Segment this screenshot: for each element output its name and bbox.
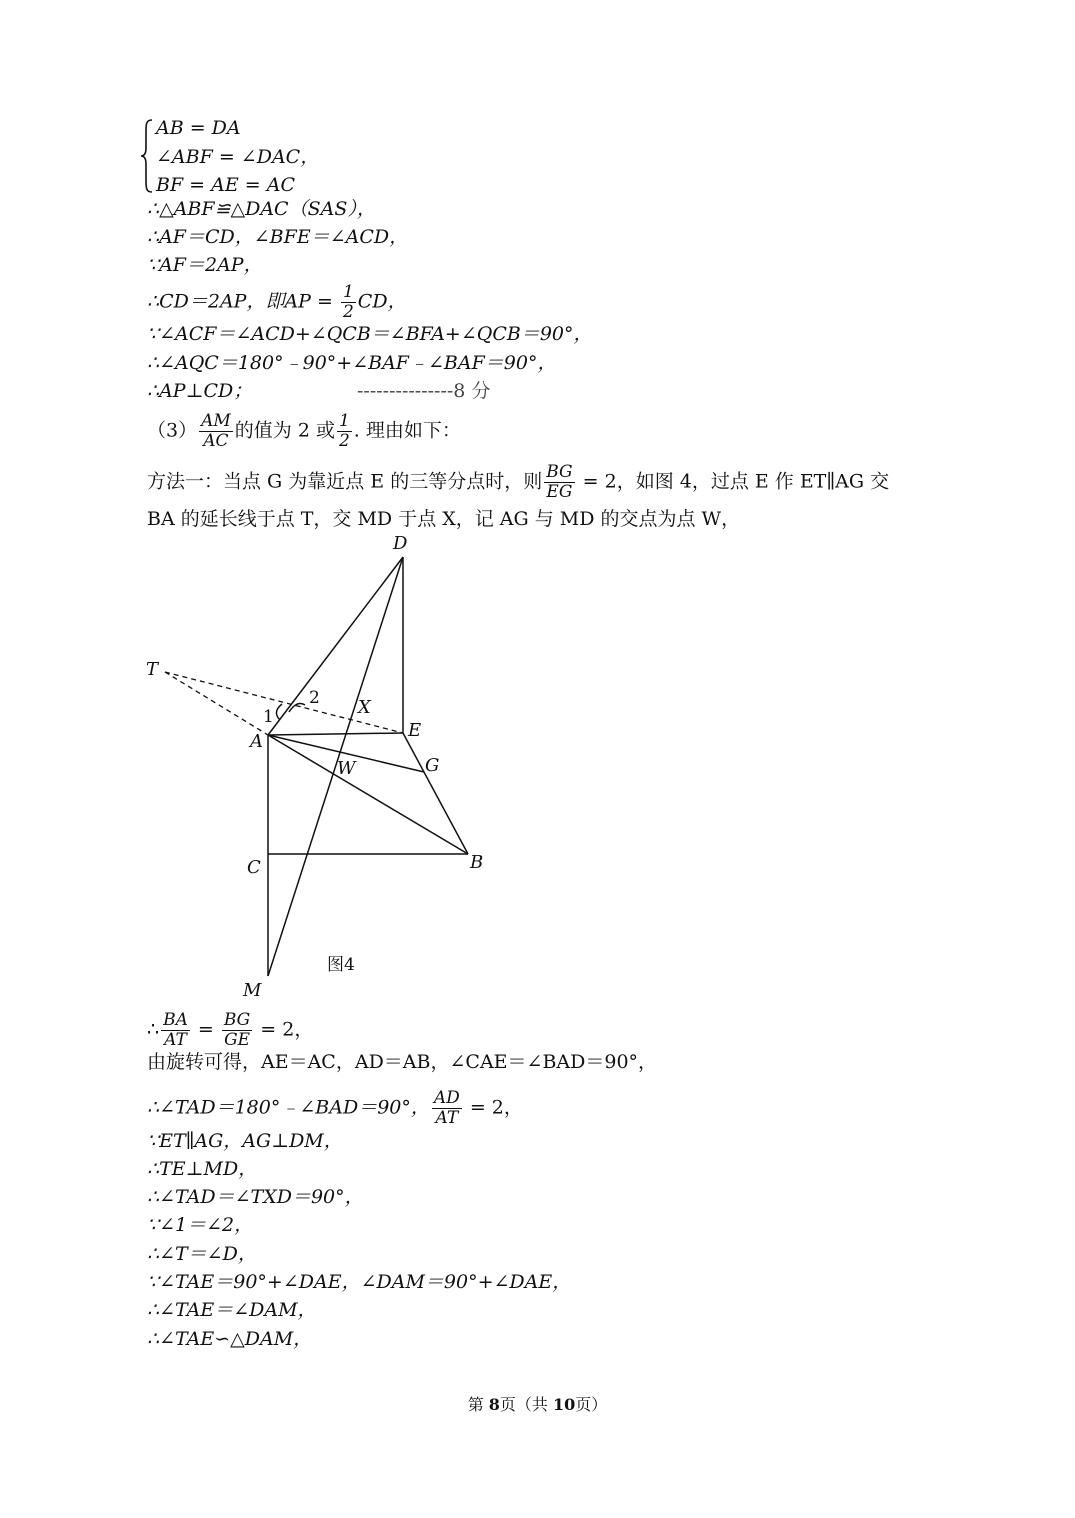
fraction-half <box>341 283 356 322</box>
line-13 <box>147 1089 523 1128</box>
line-19: ∵∠TAE＝90°+∠DAE，∠DAM＝90°+∠DAE， <box>147 1271 572 1293</box>
footer-post: 页） <box>575 1395 608 1414</box>
line-7 <box>147 379 491 403</box>
frac-den: AT <box>435 1108 459 1128</box>
line-11-post: = 2， <box>254 1018 314 1041</box>
line-7-text: ∴AP⊥CD； <box>147 380 253 402</box>
part-3-label: （3） <box>147 419 198 442</box>
footer-pre: 第 <box>467 1395 489 1414</box>
line-20: ∴∠TAE＝∠DAM， <box>147 1299 317 1321</box>
frac-den: AC <box>203 431 229 451</box>
label-X: X <box>358 697 371 718</box>
segment-EB <box>403 733 468 854</box>
line-9-post: = 2，如图 4，过点 E 作 ET∥AG 交 <box>576 470 890 493</box>
label-A: A <box>250 731 263 752</box>
segment-AB <box>268 735 468 854</box>
fraction-ba-at <box>161 1011 190 1050</box>
dashed-TA <box>165 672 268 735</box>
system-row-1: AB = DA <box>156 117 241 139</box>
line-17: ∵∠1＝∠2， <box>147 1214 254 1236</box>
score-mark: ---------------8 分 <box>357 380 491 402</box>
frac-num: 1 <box>342 282 354 302</box>
frac-num: BG <box>546 462 573 482</box>
line-1: ∴△ABF≌△DAC（SAS）， <box>147 198 376 220</box>
label-angle-1: 1 <box>263 707 274 727</box>
line-9 <box>147 463 889 502</box>
frac-num: 1 <box>338 411 350 431</box>
frac-den: 2 <box>338 431 350 451</box>
line-21: ∴∠TAE∽△DAM， <box>147 1328 313 1350</box>
system-brace <box>140 118 154 194</box>
line-16: ∴∠TAD＝∠TXD＝90°， <box>147 1186 364 1208</box>
line-13-post: = 2， <box>463 1096 523 1119</box>
line-8-post: . 理由如下： <box>353 419 461 442</box>
fraction-am-ac <box>199 412 233 451</box>
fraction-bg-eg <box>544 463 574 502</box>
line-4 <box>147 283 407 322</box>
fraction-ad-at <box>432 1089 462 1128</box>
line-2: ∴AF＝CD，∠BFE＝∠ACD， <box>147 226 409 248</box>
frac-num: AM <box>201 411 231 431</box>
line-10: BA 的延长线于点 T，交 MD 于点 X，记 AG 与 MD 的交点为点 W， <box>147 508 741 530</box>
line-4-post: CD， <box>357 290 407 313</box>
frac-den: GE <box>224 1030 251 1050</box>
frac-num: AD <box>433 1088 460 1108</box>
segment-DM <box>268 557 403 976</box>
line-11-eq: = <box>191 1018 220 1041</box>
label-C: C <box>247 857 261 878</box>
frac-den: AT <box>164 1030 187 1050</box>
page-footer <box>0 1392 1075 1415</box>
figure-caption: 图4 <box>327 955 355 975</box>
line-15: ∴TE⊥MD， <box>147 1158 258 1180</box>
footer-mid: 页（共 <box>499 1395 554 1414</box>
line-3: ∵AF＝2AP， <box>147 254 263 276</box>
segment-AD <box>268 557 403 735</box>
line-6: ∴∠AQC＝180°﹣90°+∠BAF﹣∠BAF＝90°， <box>147 352 557 374</box>
label-G: G <box>425 755 440 776</box>
frac-den: 2 <box>342 302 354 322</box>
line-8-mid: 的值为 2 或 <box>234 419 335 442</box>
line-4-pre: ∴CD＝2AP，即AP = <box>147 290 339 313</box>
label-M: M <box>243 980 262 1000</box>
line-14: ∵ET∥AG，AG⊥DM， <box>147 1130 343 1152</box>
line-11 <box>147 1011 313 1050</box>
label-T: T <box>146 659 159 680</box>
page-total: 10 <box>553 1395 576 1414</box>
geometry-figure-4 <box>140 530 500 1000</box>
page-number: 8 <box>488 1395 500 1414</box>
label-angle-2: 2 <box>309 688 320 708</box>
line-11-pre: ∴ <box>147 1018 160 1041</box>
line-18: ∴∠T＝∠D， <box>147 1243 257 1265</box>
frac-num: BA <box>163 1010 188 1030</box>
line-9-pre: 方法一：当点 G 为靠近点 E 的三等分点时，则 <box>147 470 543 493</box>
line-8 <box>147 412 461 451</box>
label-E: E <box>408 720 422 741</box>
frac-num: BG <box>223 1010 251 1030</box>
fraction-bg-ge <box>222 1011 252 1050</box>
label-B: B <box>470 852 484 873</box>
system-row-3: BF = AE = AC <box>156 174 295 196</box>
label-D: D <box>393 533 408 554</box>
line-12: 由旋转可得，AE＝AC，AD＝AB，∠CAE＝∠BAD＝90°， <box>147 1051 658 1073</box>
fraction-half-2 <box>337 412 352 451</box>
segment-AE <box>268 733 403 735</box>
system-row-2: ∠ABF = ∠DAC， <box>156 146 320 168</box>
frac-den: EG <box>546 482 573 502</box>
line-5: ∵∠ACF＝∠ACD+∠QCB＝∠BFA+∠QCB＝90°， <box>147 323 593 345</box>
line-13-pre: ∴∠TAD＝180°﹣∠BAD＝90°， <box>147 1096 430 1119</box>
label-W: W <box>337 758 356 779</box>
